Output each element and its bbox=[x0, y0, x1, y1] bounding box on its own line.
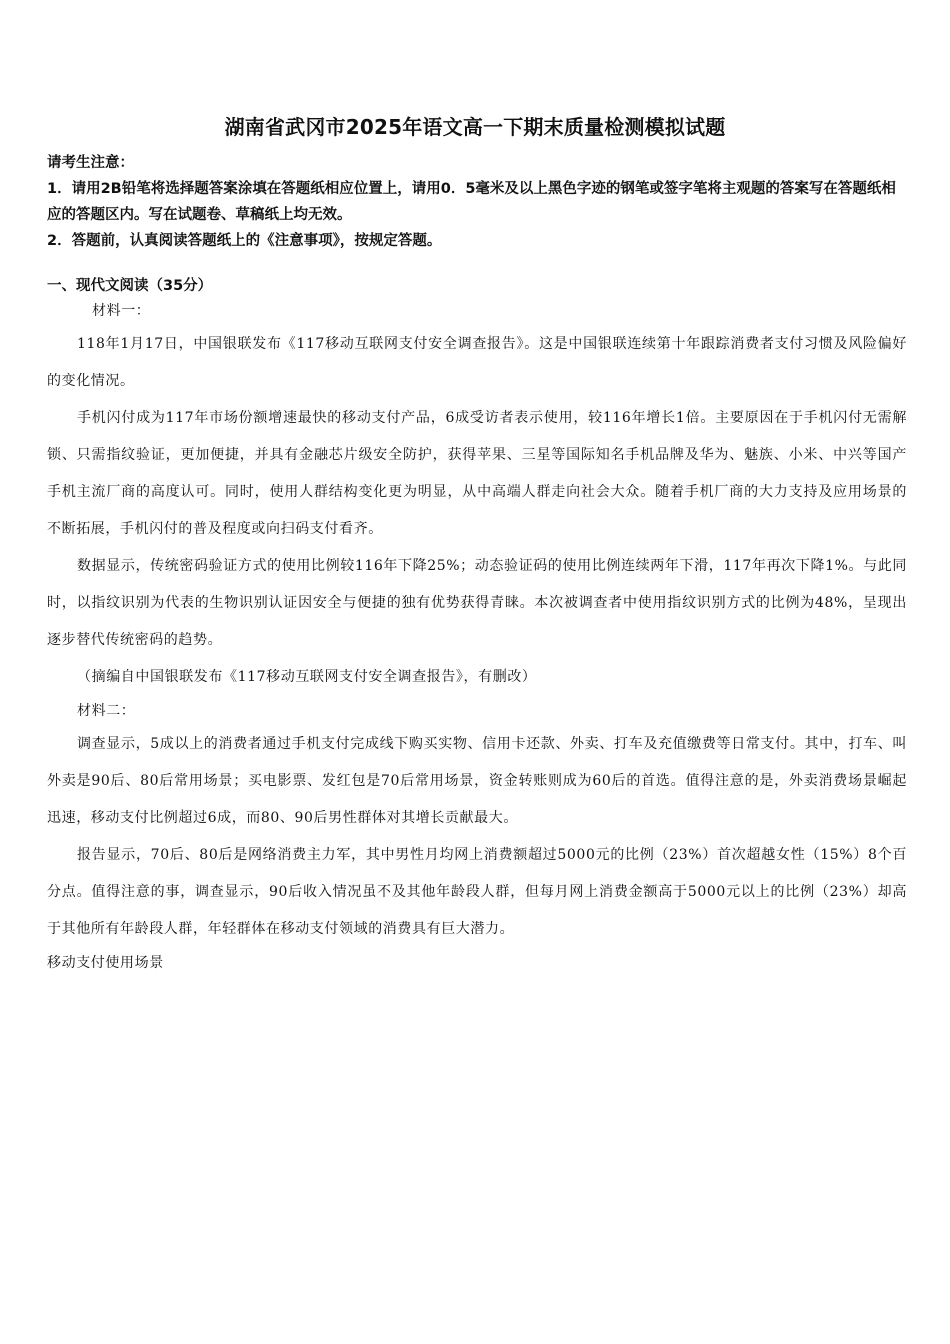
material2-label: 材料二： bbox=[77, 703, 136, 719]
material1-label: 材料一： bbox=[92, 303, 151, 319]
material1-paragraph: 118年1月17日，中国银联发布《117移动互联网支付安全调查报告》。这是中国银联连续第十年跟踪消费者支付习惯及风险偏好的变化情况。 bbox=[47, 336, 907, 389]
section-heading: 一、现代文阅读（35分） bbox=[47, 278, 213, 294]
notice-item-1: 1．请用2B铅笔将选择题答案涂填在答题纸相应位置上，请用0．5毫米及以上黑色字迹的钢笔或签字笔将主观题的答案写在答题纸相应的答题区内。写在试题卷、草稿纸上均无效。 bbox=[47, 181, 896, 223]
notice-item-2: 2．答题前，认真阅读答题纸上的《注意事项》，按规定答题。 bbox=[47, 233, 442, 249]
material1-source: （摘编自中国银联发布《117移动互联网支付安全调查报告》，有删改） bbox=[77, 669, 537, 685]
material1-paragraph: 手机闪付成为117年市场份额增速最快的移动支付产品，6成受访者表示使用，较116年增长1倍。主要原因在于手机闪付无需解锁、只需指纹验证，更加便捷，并具有金融芯片级安全防护，获得苹果、三星等国际知名手机品牌及华为、魅族、小米、中兴等国产手机主流厂商的高度认可。同时，使用人群结构变化更为明显，从中高端人群走向社会大众。随着手机厂商的大力支持及应用场景的不断拓展，手机闪付的普及程度或向扫码支付看齐。 bbox=[47, 410, 907, 537]
material2-paragraph: 报告显示，70后、80后是网络消费主力军，其中男性月均网上消费额超过5000元的比例（23%）首次超越女性（15%）8个百分点。值得注意的事，调查显示，90后收入情况虽不及其他年龄段人群，但每月网上消费金额高于5000元以上的比例（23%）却高于其他所有年龄段人群，年轻群体在移动支付领域的消费具有巨大潜力。 bbox=[47, 847, 907, 937]
chart-caption: 移动支付使用场景 bbox=[47, 955, 164, 971]
exam-notice bbox=[47, 150, 907, 254]
material1-paragraph: 数据显示，传统密码验证方式的使用比例较116年下降25%；动态验证码的使用比例连续两年下滑，117年再次下降1%。与此同时，以指纹识别为代表的生物识别认证因安全与便捷的独有优势获得青睐。本次被调查者中使用指纹识别方式的比例为48%，呈现出逐步替代传统密码的趋势。 bbox=[47, 558, 907, 648]
notice-heading: 请考生注意： bbox=[47, 155, 134, 171]
reading-passage bbox=[47, 296, 907, 978]
page-title: 湖南省武冈市2025年语文高一下期末质量检测模拟试题 bbox=[224, 115, 726, 139]
material2-paragraph: 调查显示，5成以上的消费者通过手机支付完成线下购买实物、信用卡还款、外卖、打车及充值缴费等日常支付。其中，打车、叫外卖是90后、80后常用场景；买电影票、发红包是70后常用场景，资金转账则成为60后的首选。值得注意的是，外卖消费场景崛起迅速，移动支付比例超过6成，而80、90后男性群体对其增长贡献最大。 bbox=[47, 736, 907, 826]
